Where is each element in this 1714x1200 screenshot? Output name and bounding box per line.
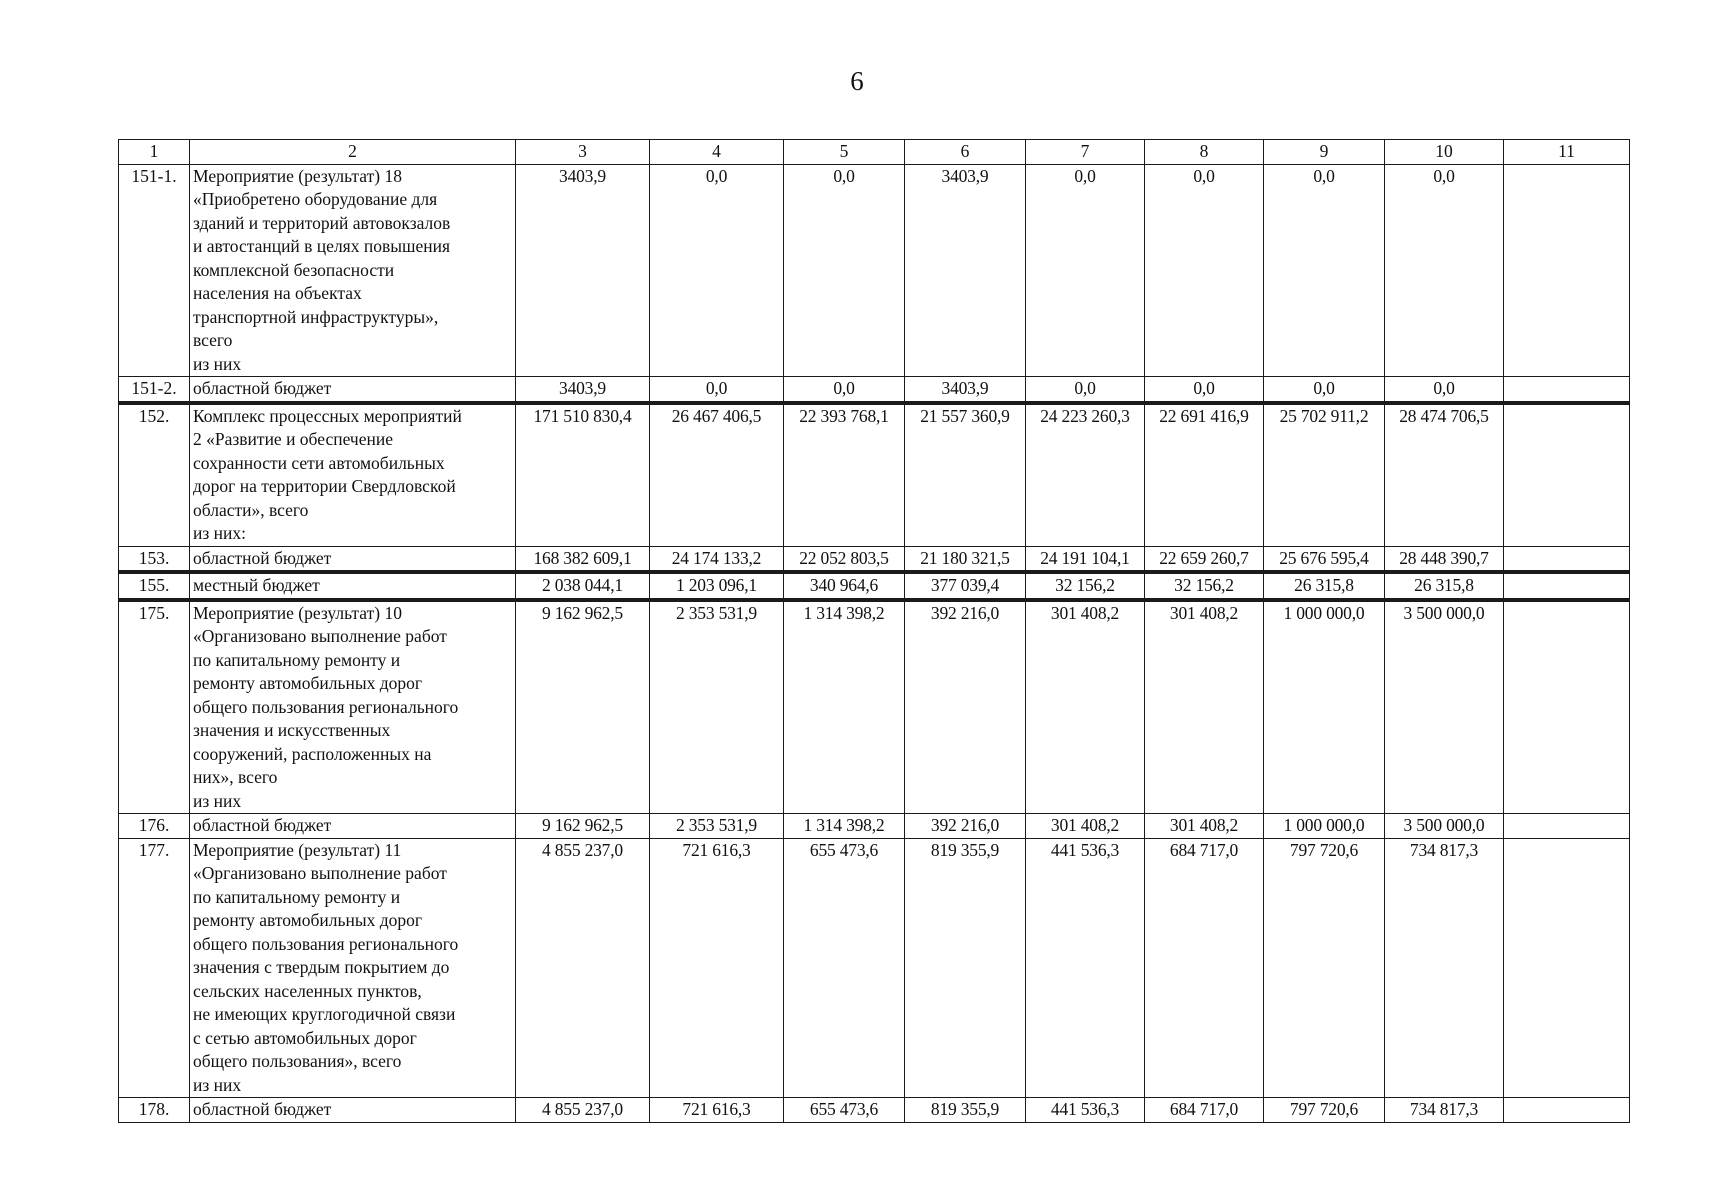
cell-col-10: 0,0 xyxy=(1385,164,1504,377)
cell-col-4: 721 616,3 xyxy=(650,838,784,1098)
cell-col-6: 819 355,9 xyxy=(905,838,1026,1098)
cell-col-11 xyxy=(1504,377,1630,403)
col-header-4: 4 xyxy=(650,140,784,165)
cell-col-9: 1 000 000,0 xyxy=(1264,600,1385,814)
cell-col-9: 797 720,6 xyxy=(1264,1098,1385,1123)
page-number: 6 xyxy=(850,66,864,96)
table-row xyxy=(119,838,1630,1098)
cell-col-3: 171 510 830,4 xyxy=(516,403,650,547)
cell-col-6: 392 216,0 xyxy=(905,814,1026,839)
row-name: Мероприятие (результат) 11 «Организовано выполнение работ по капитальному ремонту и ремонту автомобильных дорог общего пользования регионального значения с твердым покрытием до сельских населенных пунктов, не имеющих круглогодичной связи с сетью автомобильных дорог общего пользования», всего из них xyxy=(190,838,516,1098)
cell-col-5: 655 473,6 xyxy=(784,1098,905,1123)
cell-col-3: 9 162 962,5 xyxy=(516,814,650,839)
row-name: областной бюджет xyxy=(190,546,516,572)
col-header-5: 5 xyxy=(784,140,905,165)
col-header-3: 3 xyxy=(516,140,650,165)
cell-col-9: 25 702 911,2 xyxy=(1264,403,1385,547)
col-header-2: 2 xyxy=(190,140,516,165)
cell-col-5: 22 393 768,1 xyxy=(784,403,905,547)
cell-col-7: 24 223 260,3 xyxy=(1026,403,1145,547)
row-number: 151-2. xyxy=(119,377,190,403)
cell-col-7: 301 408,2 xyxy=(1026,600,1145,814)
cell-col-11 xyxy=(1504,600,1630,814)
table-row xyxy=(119,546,1630,572)
col-header-1: 1 xyxy=(119,140,190,165)
cell-col-3: 3403,9 xyxy=(516,377,650,403)
cell-col-10: 734 817,3 xyxy=(1385,1098,1504,1123)
cell-col-5: 0,0 xyxy=(784,377,905,403)
cell-col-4: 1 203 096,1 xyxy=(650,572,784,600)
cell-col-10: 28 474 706,5 xyxy=(1385,403,1504,547)
cell-col-9: 26 315,8 xyxy=(1264,572,1385,600)
cell-col-4: 2 353 531,9 xyxy=(650,814,784,839)
cell-col-5: 1 314 398,2 xyxy=(784,600,905,814)
row-number: 176. xyxy=(119,814,190,839)
row-name: областной бюджет xyxy=(190,377,516,403)
cell-col-11 xyxy=(1504,546,1630,572)
row-number: 155. xyxy=(119,572,190,600)
cell-col-4: 24 174 133,2 xyxy=(650,546,784,572)
cell-col-9: 797 720,6 xyxy=(1264,838,1385,1098)
col-header-8: 8 xyxy=(1145,140,1264,165)
cell-col-6: 392 216,0 xyxy=(905,600,1026,814)
cell-col-3: 4 855 237,0 xyxy=(516,1098,650,1123)
cell-col-3: 3403,9 xyxy=(516,164,650,377)
cell-col-8: 32 156,2 xyxy=(1145,572,1264,600)
cell-col-10: 3 500 000,0 xyxy=(1385,600,1504,814)
cell-col-11 xyxy=(1504,403,1630,547)
cell-col-9: 0,0 xyxy=(1264,164,1385,377)
row-name: областной бюджет xyxy=(190,814,516,839)
cell-col-9: 25 676 595,4 xyxy=(1264,546,1385,572)
row-number: 152. xyxy=(119,403,190,547)
cell-col-7: 301 408,2 xyxy=(1026,814,1145,839)
cell-col-3: 168 382 609,1 xyxy=(516,546,650,572)
cell-col-4: 26 467 406,5 xyxy=(650,403,784,547)
cell-col-5: 0,0 xyxy=(784,164,905,377)
cell-col-10: 3 500 000,0 xyxy=(1385,814,1504,839)
cell-col-8: 301 408,2 xyxy=(1145,814,1264,839)
row-name: Мероприятие (результат) 10 «Организовано выполнение работ по капитальному ремонту и ремонту автомобильных дорог общего пользования регионального значения и искусственных сооружений, расположенных на них», всего из них xyxy=(190,600,516,814)
row-name: областной бюджет xyxy=(190,1098,516,1123)
header-row xyxy=(119,140,1630,165)
cell-col-8: 301 408,2 xyxy=(1145,600,1264,814)
col-header-7: 7 xyxy=(1026,140,1145,165)
cell-col-4: 0,0 xyxy=(650,377,784,403)
cell-col-10: 734 817,3 xyxy=(1385,838,1504,1098)
row-name: Комплекс процессных мероприятий 2 «Развитие и обеспечение сохранности сети автомобильных дорог на территории Свердловской области», всего из них: xyxy=(190,403,516,547)
cell-col-3: 2 038 044,1 xyxy=(516,572,650,600)
cell-col-7: 441 536,3 xyxy=(1026,1098,1145,1123)
cell-col-4: 2 353 531,9 xyxy=(650,600,784,814)
table-row xyxy=(119,1098,1630,1123)
row-number: 175. xyxy=(119,600,190,814)
cell-col-6: 3403,9 xyxy=(905,377,1026,403)
cell-col-5: 22 052 803,5 xyxy=(784,546,905,572)
table-row xyxy=(119,814,1630,839)
cell-col-11 xyxy=(1504,838,1630,1098)
cell-col-5: 1 314 398,2 xyxy=(784,814,905,839)
cell-col-7: 441 536,3 xyxy=(1026,838,1145,1098)
cell-col-6: 21 557 360,9 xyxy=(905,403,1026,547)
row-number: 153. xyxy=(119,546,190,572)
cell-col-11 xyxy=(1504,814,1630,839)
cell-col-5: 340 964,6 xyxy=(784,572,905,600)
cell-col-6: 377 039,4 xyxy=(905,572,1026,600)
col-header-10: 10 xyxy=(1385,140,1504,165)
cell-col-7: 32 156,2 xyxy=(1026,572,1145,600)
cell-col-8: 0,0 xyxy=(1145,377,1264,403)
row-name: местный бюджет xyxy=(190,572,516,600)
cell-col-5: 655 473,6 xyxy=(784,838,905,1098)
cell-col-8: 684 717,0 xyxy=(1145,838,1264,1098)
cell-col-10: 26 315,8 xyxy=(1385,572,1504,600)
cell-col-7: 24 191 104,1 xyxy=(1026,546,1145,572)
row-number: 151-1. xyxy=(119,164,190,377)
cell-col-10: 28 448 390,7 xyxy=(1385,546,1504,572)
cell-col-4: 0,0 xyxy=(650,164,784,377)
cell-col-9: 0,0 xyxy=(1264,377,1385,403)
cell-col-11 xyxy=(1504,572,1630,600)
budget-table xyxy=(118,139,1630,1123)
cell-col-4: 721 616,3 xyxy=(650,1098,784,1123)
cell-col-10: 0,0 xyxy=(1385,377,1504,403)
cell-col-6: 21 180 321,5 xyxy=(905,546,1026,572)
cell-col-8: 22 659 260,7 xyxy=(1145,546,1264,572)
table-row xyxy=(119,572,1630,600)
row-number: 178. xyxy=(119,1098,190,1123)
cell-col-7: 0,0 xyxy=(1026,164,1145,377)
cell-col-6: 819 355,9 xyxy=(905,1098,1026,1123)
col-header-11: 11 xyxy=(1504,140,1630,165)
table-row xyxy=(119,403,1630,547)
cell-col-7: 0,0 xyxy=(1026,377,1145,403)
cell-col-3: 9 162 962,5 xyxy=(516,600,650,814)
col-header-9: 9 xyxy=(1264,140,1385,165)
cell-col-8: 0,0 xyxy=(1145,164,1264,377)
cell-col-11 xyxy=(1504,1098,1630,1123)
table-row xyxy=(119,377,1630,403)
row-number: 177. xyxy=(119,838,190,1098)
cell-col-8: 684 717,0 xyxy=(1145,1098,1264,1123)
cell-col-6: 3403,9 xyxy=(905,164,1026,377)
cell-col-11 xyxy=(1504,164,1630,377)
table-row xyxy=(119,164,1630,377)
cell-col-9: 1 000 000,0 xyxy=(1264,814,1385,839)
col-header-6: 6 xyxy=(905,140,1026,165)
row-name: Мероприятие (результат) 18 «Приобретено оборудование для зданий и территорий автовокзалов и автостанций в целях повышения комплексной безопасности населения на объектах транспортной инфраструктуры», всего из них xyxy=(190,164,516,377)
cell-col-8: 22 691 416,9 xyxy=(1145,403,1264,547)
cell-col-3: 4 855 237,0 xyxy=(516,838,650,1098)
table-row xyxy=(119,600,1630,814)
